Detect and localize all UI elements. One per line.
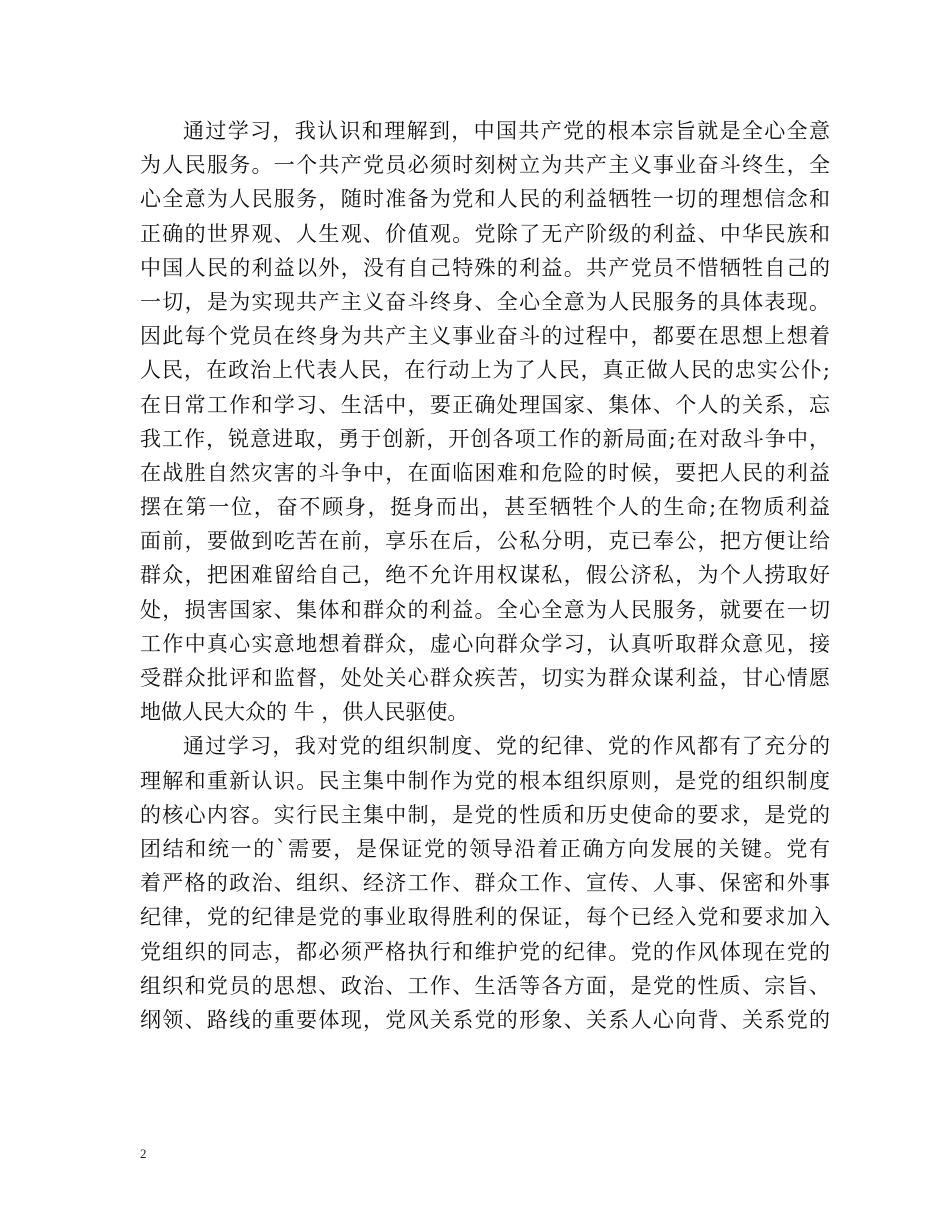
text-line: 通过学习，我认识和理解到，中国共产党的根本宗旨就是全心全意 <box>183 119 830 143</box>
page-number: 2 <box>140 1146 147 1161</box>
text-line: 在日常工作和学习、生活中，要正确处理国家、集体、个人的关系，忘 <box>140 392 830 417</box>
text-line: 通过学习，我对党的组织制度、党的纪律、党的作风都有了充分的 <box>183 734 830 759</box>
text-line: 处，损害国家、集体和群众的利益。全心全意为人民服务，就要在一切 <box>140 597 830 622</box>
text-line: 正确的世界观、人生观、价值观。党除了无产阶级的利益、中华民族和 <box>140 221 830 246</box>
text-line: 党组织的同志，都必须严格执行和维护党的纪律。党的作风体现在党的 <box>140 939 830 964</box>
text-line: 组织和党员的思想、政治、工作、生活等各方面，是党的性质、宗旨、 <box>140 973 830 998</box>
text-line: 我工作，锐意进取，勇于创新，开创各项工作的新局面;在对敌斗争中， <box>140 426 830 451</box>
text-line: 工作中真心实意地想着群众，虚心向群众学习，认真听取群众意见，接 <box>140 631 830 656</box>
text-line: 在战胜自然灾害的斗争中，在面临困难和危险的时候，要把人民的利益 <box>140 460 830 485</box>
text-line: 地做人民大众的 牛 ，供人民驱使。 <box>140 700 469 725</box>
text-line: 纲领、路线的重要体现，党风关系党的形象、关系人心向背、关系党的 <box>140 1007 830 1032</box>
paragraph-1 <box>140 114 830 729</box>
text-line: 人民，在政治上代表人民，在行动上为了人民，真正做人民的忠实公仆; <box>140 358 830 383</box>
text-line: 面前，要做到吃苦在前，享乐在后，公私分明，克已奉公，把方便让给 <box>140 529 830 554</box>
text-line: 心全意为人民服务，随时准备为党和人民的利益牺牲一切的理想信念和 <box>140 187 830 212</box>
text-line: 为人民服务。一个共产党员必须时刻树立为共产主义事业奋斗终生，全 <box>140 153 830 178</box>
text-line: 团结和统一的`需要，是保证党的领导沿着正确方向发展的关键。党有 <box>140 836 830 861</box>
body-text <box>140 114 830 1037</box>
text-line: 的核心内容。实行民主集中制，是党的性质和历史使命的要求，是党的 <box>140 802 830 827</box>
text-line: 一切，是为实现共产主义奋斗终身、全心全意为人民服务的具体表现。 <box>140 289 830 314</box>
text-line: 摆在第一位，奋不顾身，挺身而出，甚至牺牲个人的生命;在物质利益 <box>140 495 830 520</box>
paragraph-2 <box>140 729 830 1037</box>
text-line: 中国人民的利益以外，没有自己特殊的利益。共产党员不惜牺牲自己的 <box>140 255 830 280</box>
text-line: 纪律，党的纪律是党的事业取得胜利的保证，每个已经入党和要求加入 <box>140 905 830 930</box>
text-line: 着严格的政治、组织、经济工作、群众工作、宣传、人事、保密和外事 <box>140 871 830 896</box>
text-line: 受群众批评和监督，处处关心群众疾苦，切实为群众谋利益，甘心情愿 <box>140 666 830 690</box>
text-line: 理解和重新认识。民主集中制作为党的根本组织原则，是党的组织制度 <box>140 768 830 793</box>
text-line: 因此每个党员在终身为共产主义事业奋斗的过程中，都要在思想上想着 <box>140 324 830 349</box>
text-line: 群众，把困难留给自己，绝不允许用权谋私，假公济私，为个人捞取好 <box>140 563 830 588</box>
